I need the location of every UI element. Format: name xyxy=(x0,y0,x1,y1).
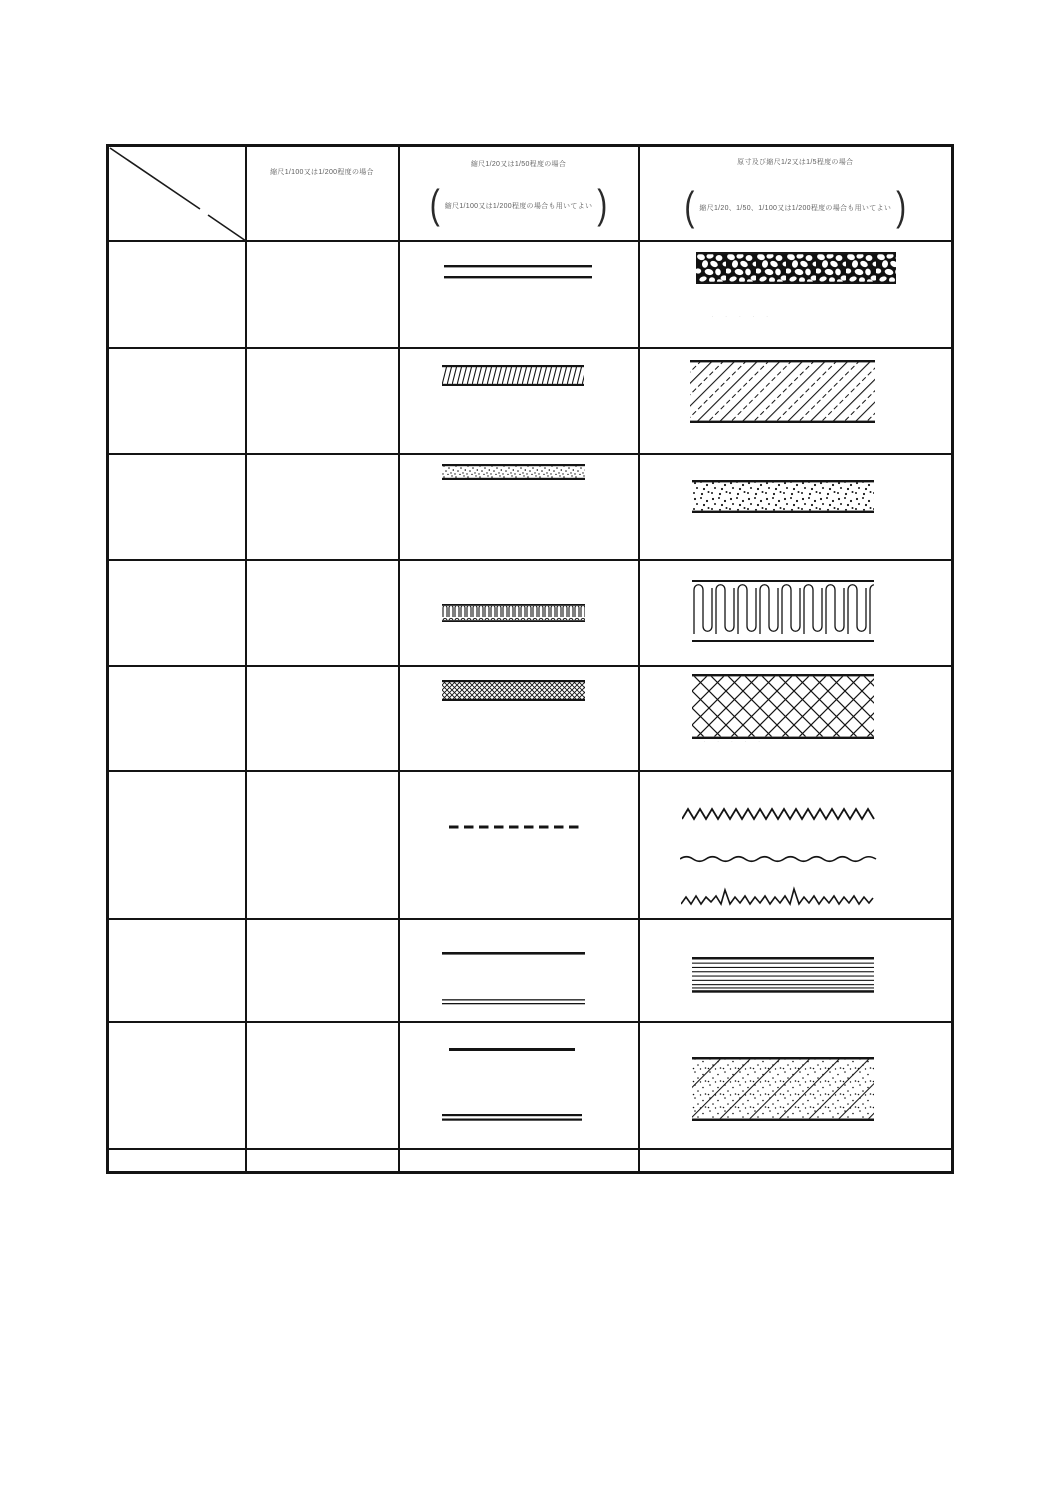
row6-scale-small-cell xyxy=(246,771,399,919)
row4-label-cell xyxy=(108,560,246,666)
table-row xyxy=(108,454,953,560)
header-scale-large-bracket xyxy=(640,185,952,230)
dashed-line-symbol xyxy=(449,824,580,830)
row9-symbol-small-cell xyxy=(399,1149,639,1173)
row7-scale-small-cell xyxy=(246,919,399,1022)
table-row xyxy=(108,1022,953,1149)
row9-label-cell xyxy=(108,1149,246,1173)
thin-double-line-symbol xyxy=(442,998,585,1006)
row1-scale-small-cell xyxy=(246,241,399,348)
row4-symbol-large-cell xyxy=(639,560,953,666)
row3-symbol-small-cell xyxy=(399,454,639,560)
diagonal-divider xyxy=(109,147,247,242)
table-row xyxy=(108,771,953,919)
row5-label-cell xyxy=(108,666,246,771)
header-corner-cell xyxy=(108,146,246,241)
row2-symbol-large-cell xyxy=(639,348,953,454)
horizontal-lines-band-symbol xyxy=(692,957,874,993)
stipple-band-symbol xyxy=(692,480,874,513)
header-scale-mid-bracket xyxy=(400,183,638,228)
row6-label-cell xyxy=(108,771,246,919)
row7-label-cell xyxy=(108,919,246,1022)
row7-symbol-large-cell xyxy=(639,919,953,1022)
row4-symbol-small-cell xyxy=(399,560,639,666)
header-scale-mid-cell xyxy=(399,146,639,241)
thin-diagonal-hatch-band-symbol xyxy=(442,365,584,386)
row6-symbol-large-cell xyxy=(639,771,953,919)
single-line-symbol xyxy=(449,1047,575,1053)
double-parallel-lines-symbol xyxy=(444,265,592,280)
row5-symbol-small-cell xyxy=(399,666,639,771)
reinforced-concrete-hatch-band-symbol xyxy=(690,360,875,423)
row4-scale-small-cell xyxy=(246,560,399,666)
table-row xyxy=(108,666,953,771)
header-scale-small-cell xyxy=(246,146,399,241)
table-row xyxy=(108,1149,953,1173)
header-scale-small-label: 縮尺1/100又は1/200程度の場合 xyxy=(270,169,374,176)
diagonal-hatch-with-dots-band-symbol xyxy=(692,1057,874,1121)
row1-label-cell xyxy=(108,241,246,348)
row1-symbol-large-cell xyxy=(639,241,953,348)
row6-symbol-small-cell xyxy=(399,771,639,919)
faint-ghost-marks: · · · · · xyxy=(703,738,766,745)
table-row xyxy=(108,348,953,454)
row2-scale-small-cell xyxy=(246,348,399,454)
irregular-zigzag-line-symbol xyxy=(681,886,875,907)
thin-stipple-band-symbol xyxy=(442,464,585,480)
row5-scale-small-cell xyxy=(246,666,399,771)
row2-symbol-small-cell xyxy=(399,348,639,454)
header-scale-large-line1: 原寸及び縮尺1/2又は1/5程度の場合 xyxy=(737,159,854,166)
open-paren: ( xyxy=(429,183,440,228)
table-row xyxy=(108,241,953,348)
fine-crosshatch-band-symbol xyxy=(442,680,585,701)
row3-scale-small-cell xyxy=(246,454,399,560)
table-row xyxy=(108,919,953,1022)
wavy-line-symbol xyxy=(680,853,878,866)
double-line-symbol xyxy=(442,1113,582,1122)
header-scale-large-cell xyxy=(639,146,953,241)
row9-scale-small-cell xyxy=(246,1149,399,1173)
header-scale-mid-line1: 縮尺1/20又は1/50程度の場合 xyxy=(470,161,567,168)
material-symbol-legend-table xyxy=(106,144,954,1174)
single-line-symbol xyxy=(442,951,585,956)
row8-symbol-small-cell xyxy=(399,1022,639,1149)
open-paren: ( xyxy=(684,185,695,230)
crosshatch-band-symbol xyxy=(692,674,874,739)
row5-symbol-large-cell xyxy=(639,666,953,771)
row2-label-cell xyxy=(108,348,246,454)
row3-label-cell xyxy=(108,454,246,560)
row8-scale-small-cell xyxy=(246,1022,399,1149)
row8-symbol-large-cell xyxy=(639,1022,953,1149)
row1-symbol-small-cell xyxy=(399,241,639,348)
header-scale-large-line2: 縮尺1/20、1/50、1/100又は1/200程度の場合も用いてよい xyxy=(699,205,892,212)
small-insulation-loop-band-symbol xyxy=(442,604,585,622)
faint-ghost-marks: · · · · · xyxy=(711,313,774,320)
pebble-aggregate-band-symbol xyxy=(696,252,896,284)
table-row xyxy=(108,560,953,666)
header-scale-mid-line2: 縮尺1/100又は1/200程度の場合も用いてよい xyxy=(444,203,593,210)
row8-label-cell xyxy=(108,1022,246,1149)
close-paren: ) xyxy=(597,183,608,228)
row9-symbol-large-cell xyxy=(639,1149,953,1173)
zigzag-line-symbol xyxy=(682,807,876,823)
row3-symbol-large-cell xyxy=(639,454,953,560)
row7-symbol-small-cell xyxy=(399,919,639,1022)
close-paren: ) xyxy=(896,185,907,230)
insulation-batt-loop-band-symbol xyxy=(692,580,874,642)
